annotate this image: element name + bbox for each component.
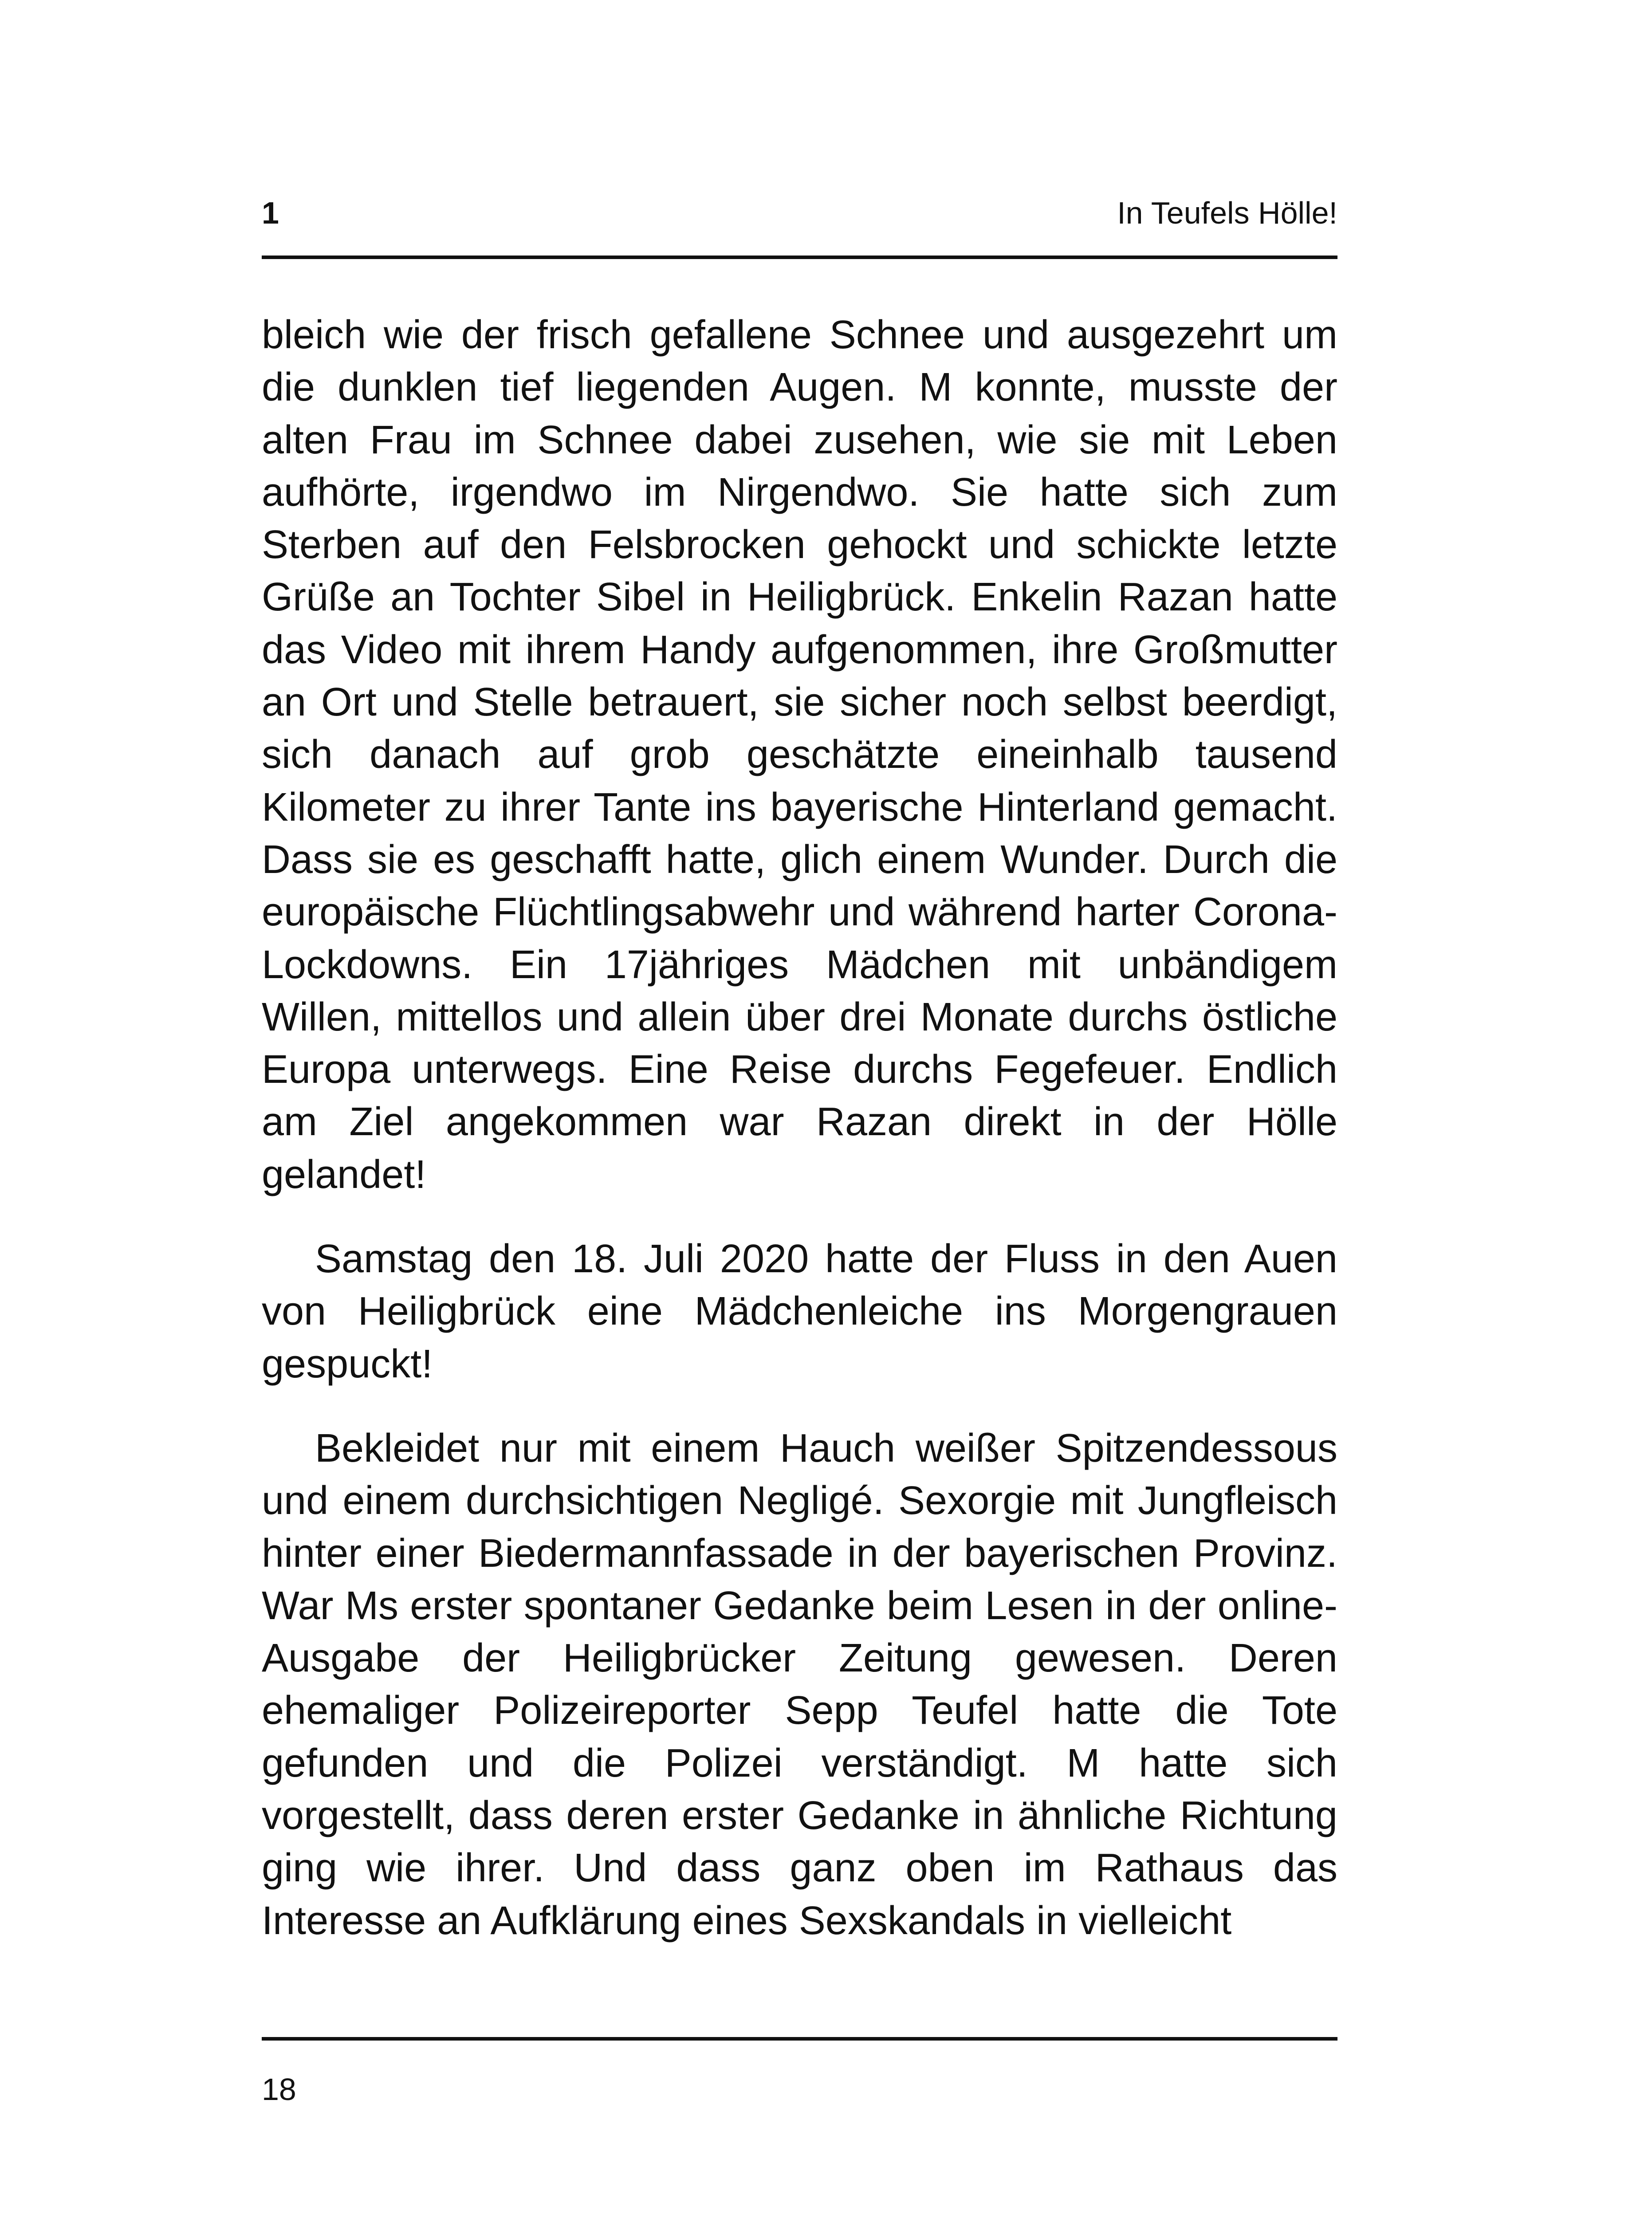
paragraph-continuation: bleich wie der frisch gefallene Schnee und ausgezehrt um die dunklen tief liegenden Augen. M konnte, musste der alten Frau im Schnee dabei zusehen, wie sie mit Leben aufhörte, irgendwo im Nirgendwo. Sie hatte sich zum Sterben auf den Felsbrocken gehockt und schickte letzte Grüße an Tochter Sibel in Heiligbrück. Enkelin Razan hatte das Video mit ihrem Handy aufgenommen, ihre Großmutter an Ort und Stelle betrauert, sie sicher noch selbst beerdigt, sich danach auf grob geschätzte eineinhalb tausend Kilometer zu ihrer Tante ins bayerische Hinterland gemacht. Dass sie es geschafft hatte, glich einem Wunder. Durch die europäische Flüchtlingsabwehr und während harter Corona-Lockdowns. Ein 17jähriges Mädchen mit unbändigem Willen, mittellos und allein über drei Monate durchs östliche Europa unterwegs. Eine Reise durchs Fegefeuer. Endlich am Ziel angekommen war Razan direkt in der Hölle gelandet! [262,313,1337,1197]
paragraph: Bekleidet nur mit einem Hauch weißer Spitzendessous und einem durchsichtigen Negligé. Sexorgie mit Jungfleisch hinter einer Biedermannfassade in der bayerischen Provinz. War Ms erster spontaner Gedanke beim Lesen in der online-Ausgabe der Heiligbrücker Zeitung gewesen. Deren ehemaliger Polizeireporter Sepp Teufel hatte die Tote gefunden und die Polizei verständigt. M hatte sich vorgestellt, dass deren erster Gedanke in ähnliche Richtung ging wie ihrer. Und dass ganz oben im Rathaus das Interesse an Aufklärung eines Sexskandals in vielleicht [262,1426,1337,1943]
footer-rule [262,2037,1337,2041]
body-text [262,309,1337,1947]
chapter-number: 1 [262,196,279,230]
paragraph: Samstag den 18. Juli 2020 hatte der Fluss in den Auen von Heiligbrück eine Mädchenleiche ins Morgengrauen gespuckt! [262,1237,1337,1386]
header-rule [262,256,1337,259]
running-title: In Teufels Hölle! [1117,196,1337,230]
running-header [262,195,1337,231]
page-number: 18 [262,2072,296,2107]
